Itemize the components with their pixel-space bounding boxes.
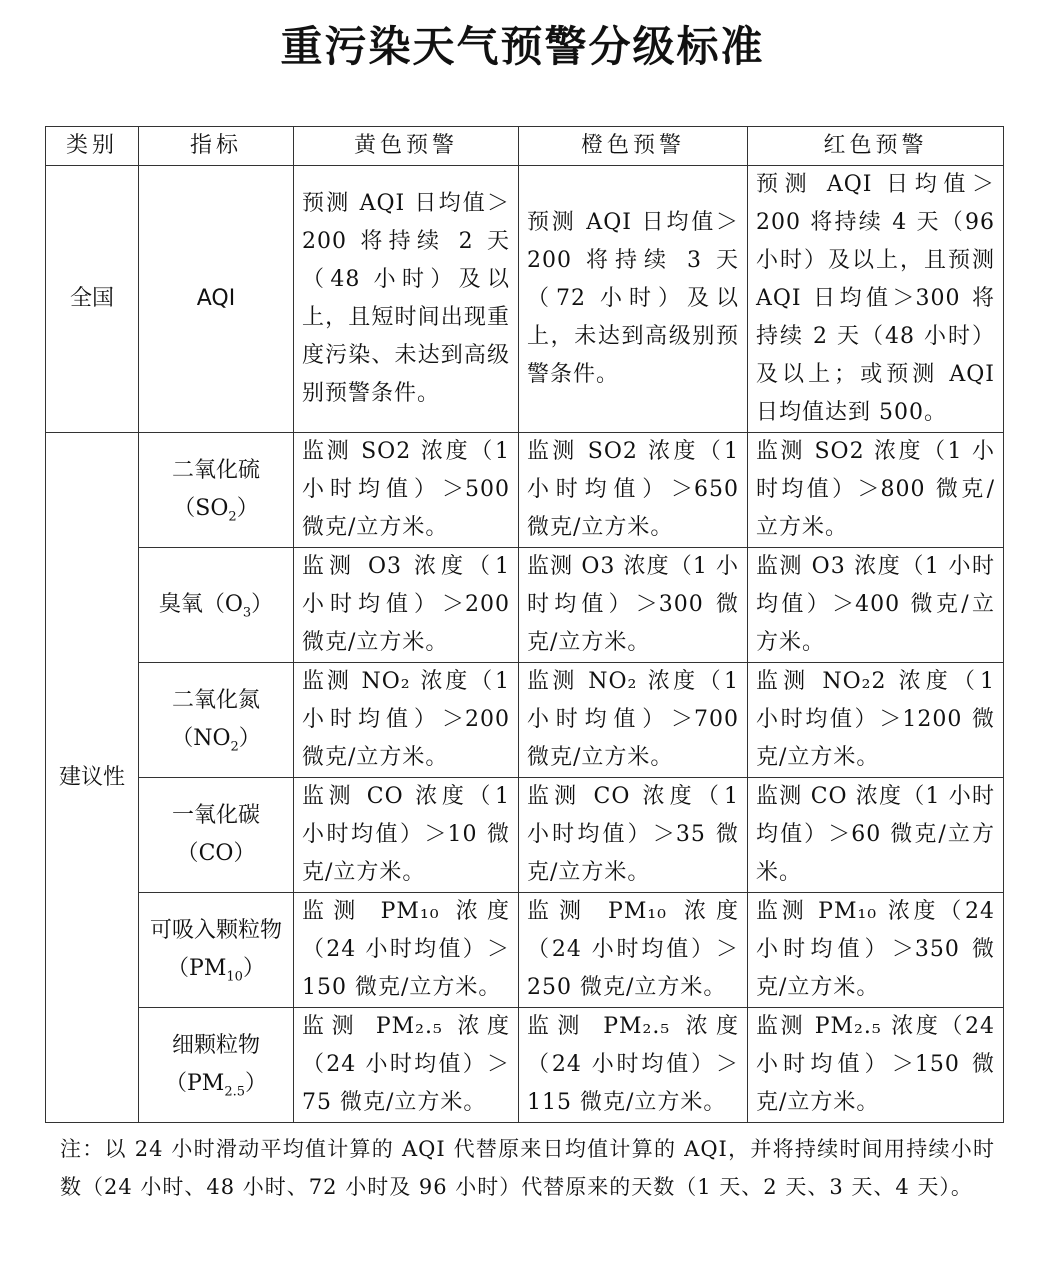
pollutant-formula-subscript: 2.5	[224, 1084, 246, 1100]
page-title: 重污染天气预警分级标准	[280, 22, 765, 71]
header-category: 类别	[46, 127, 139, 166]
header-red-warning: 红色预警	[748, 127, 1004, 166]
pollutant-formula-subscript: 3	[242, 605, 252, 621]
category-advisory: 建议性	[46, 433, 139, 1123]
pollutant-formula: O	[224, 592, 243, 617]
header-yellow-warning: 黄色预警	[294, 127, 519, 166]
pollutant-yellow-criteria: 监测 PM₂.₅ 浓度（24 小时均值）＞75 微克/立方米。	[294, 1008, 519, 1123]
indicator-aqi: AQI	[139, 166, 294, 433]
header-indicator: 指标	[139, 127, 294, 166]
pollutant-red-criteria: 监测 PM₁₀ 浓度（24 小时均值）＞350 微克/立方米。	[748, 893, 1004, 1008]
pollutant-indicator: 臭氧$(O_3)$	[139, 548, 294, 663]
pollutant-formula: SO	[195, 496, 229, 521]
pollutant-red-criteria: 监测 CO 浓度（1 小时均值）＞60 微克/立方米。	[748, 778, 1004, 893]
warning-standard-table	[45, 126, 1004, 1123]
table-row-national	[46, 166, 1004, 433]
pollutant-name: 一氧化碳	[171, 803, 260, 828]
pollutant-indicator: 二氧化氮$(NO_2)$	[139, 663, 294, 778]
table-row	[46, 548, 1004, 663]
pollutant-yellow-criteria: 监测 CO 浓度（1 小时均值）＞10 微克/立方米。	[294, 778, 519, 893]
pollutant-formula: NO	[193, 726, 231, 751]
pollutant-red-criteria: 监测 O3 浓度（1 小时均值）＞400 微克/立方米。	[748, 548, 1004, 663]
pollutant-orange-criteria: 监测 PM₂.₅ 浓度（24 小时均值）＞115 微克/立方米。	[519, 1008, 748, 1123]
pollutant-formula-subscript: 2	[230, 739, 239, 755]
table-row	[46, 433, 1004, 548]
pollutant-orange-criteria: 监测 NO₂ 浓度（1 小时均值）＞700 微克/立方米。	[519, 663, 748, 778]
pollutant-name: 可吸入颗粒物	[149, 918, 282, 943]
pollutant-orange-criteria: 监测 PM₁₀ 浓度（24 小时均值）＞250 微克/立方米。	[519, 893, 748, 1008]
table-row	[46, 778, 1004, 893]
pollutant-formula: PM	[189, 956, 227, 981]
pollutant-name: 二氧化氮	[171, 688, 260, 713]
national-orange-criteria: 预测 AQI 日均值＞200 将持续 3 天（72 小时）及以上，未达到高级别预警条件。	[519, 166, 748, 433]
table-row	[46, 1008, 1004, 1123]
pollutant-formula: CO	[198, 841, 234, 866]
pollutant-indicator: 二氧化硫$(SO_2)$	[139, 433, 294, 548]
pollutant-indicator: 可吸入颗粒物$(PM_{10})$	[139, 893, 294, 1008]
table-header-row	[46, 127, 1004, 166]
national-red-criteria: 预测 AQI 日均值＞200 将持续 4 天（96 小时）及以上，且预测 AQI 日均值＞300 将持续 2 天（48 小时）及以上；或预测 AQI 日均值达到 500。	[748, 166, 1004, 433]
pollutant-red-criteria: 监测 NO₂2 浓度（1 小时均值）＞1200 微克/立方米。	[748, 663, 1004, 778]
pollutant-indicator: 一氧化碳（CO）	[139, 778, 294, 893]
pollutant-orange-criteria: 监测 O3 浓度（1 小时均值）＞300 微克/立方米。	[519, 548, 748, 663]
pollutant-formula-subscript: 2	[228, 509, 237, 525]
pollutant-name: 细颗粒物	[171, 1033, 260, 1058]
footnote: 注：以 24 小时滑动平均值计算的 AQI 代替原来日均值计算的 AQI，并将持续时间用持续小时数（24 小时、48 小时、72 小时及 96 小时）代替原来的天数（1 天、2 天、3 天、4 天）。	[60, 1137, 995, 1199]
pollutant-name: 臭氧	[158, 592, 203, 617]
pollutant-indicator: 细颗粒物$(PM_{2.5})$	[139, 1008, 294, 1123]
pollutant-formula-subscript: 10	[226, 969, 243, 985]
pollutant-yellow-criteria: 监测 PM₁₀ 浓度（24 小时均值）＞150 微克/立方米。	[294, 893, 519, 1008]
category-national: 全国	[46, 166, 139, 433]
table-row	[46, 663, 1004, 778]
pollutant-yellow-criteria: 监测 SO2 浓度（1 小时均值）＞500 微克/立方米。	[294, 433, 519, 548]
header-orange-warning: 橙色预警	[519, 127, 748, 166]
pollutant-yellow-criteria: 监测 NO₂ 浓度（1 小时均值）＞200 微克/立方米。	[294, 663, 519, 778]
pollutant-orange-criteria: 监测 CO 浓度（1 小时均值）＞35 微克/立方米。	[519, 778, 748, 893]
pollutant-red-criteria: 监测 SO2 浓度（1 小时均值）＞800 微克/立方米。	[748, 433, 1004, 548]
national-yellow-criteria: 预测 AQI 日均值＞200 将持续 2 天（48 小时）及以上，且短时间出现重度污染、未达到高级别预警条件。	[294, 166, 519, 433]
pollutant-formula: PM	[186, 1071, 225, 1096]
pollutant-orange-criteria: 监测 SO2 浓度（1 小时均值）＞650 微克/立方米。	[519, 433, 748, 548]
pollutant-yellow-criteria: 监测 O3 浓度（1 小时均值）＞200 微克/立方米。	[294, 548, 519, 663]
pollutant-red-criteria: 监测 PM₂.₅ 浓度（24 小时均值）＞150 微克/立方米。	[748, 1008, 1004, 1123]
pollutant-name: 二氧化硫	[171, 458, 260, 483]
table-row	[46, 893, 1004, 1008]
